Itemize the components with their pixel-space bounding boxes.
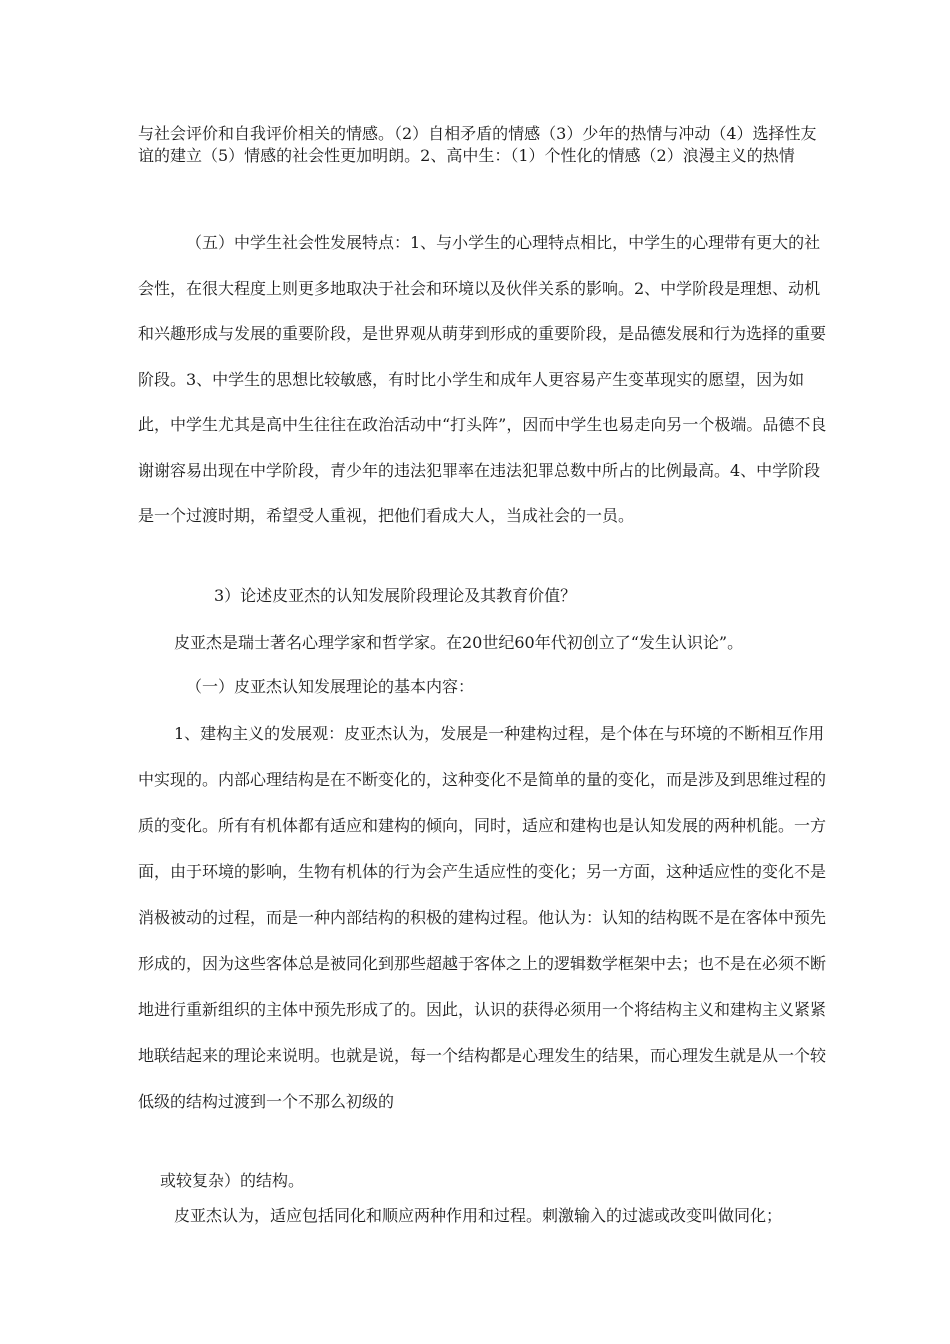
paragraph-fragment-structure: 或较复杂）的结构。 [160,1171,305,1190]
paragraph-constructivism: 1、建构主义的发展观：皮亚杰认为，发展是一种建构过程，是个体在与环境的不断相互作用中实现的。内部心理结构是在不断变化的，这种变化不是简单的量的变化，而是涉及到思维过程的质的变化。所有有机体都有适应和建构的倾向，同时，适应和建构也是认知发展的两种机能。一方面，由于环境的影响，生物有机体的行为会产生适应性的变化；另一方面，这种适应性的变化不是消极被动的过程，而是一种内部结构的积极的建构过程。他认为：认知的结构既不是在客体中预先形成的，因为这些客体总是被同化到那些超越于客体之上的逻辑数学框架中去；也不是在必须不断地进行重新组织的主体中预先形成了的。因此，认识的获得必须用一个将结构主义和建构主义紧紧地联结起来的理论来说明。也就是说，每一个结构都是心理发生的结果，而心理发生就是从一个较低级的结构过渡到一个不那么初级的 [138,724,827,1111]
paragraph-piaget-intro: 皮亚杰是瑞士著名心理学家和哲学家。在20世纪60年代初创立了“发生认识论”。 [174,633,744,652]
question-heading-piaget: 3）论述皮亚杰的认知发展阶段理论及其教育价值？ [214,586,577,605]
paragraph-emotion-development: 与社会评价和自我评价相关的情感。（2）自相矛盾的情感（3）少年的热情与冲动（4）选择性友谊的建立（5）情感的社会性更加明朗。2、高中生：（1）个性化的情感（2）浪漫主义的热情 [138,124,817,165]
paragraph-social-development: （五）中学生社会性发展特点：1、与小学生的心理特点相比，中学生的心理带有更大的社会性，在很大程度上则更多地取决于社会和环境以及伙伴关系的影响。2、中学阶段是理想、动机和兴趣形成与发展的重要阶段，是世界观从萌芽到形成的重要阶段，是品德发展和行为选择的重要阶段。3、中学生的思想比较敏感，有时比小学生和成年人更容易产生变革现实的愿望，因为如此，中学生尤其是高中生往往在政治活动中“打头阵”，因而中学生也易走向另一个极端。品德不良谢谢容易出现在中学阶段，青少年的违法犯罪率在违法犯罪总数中所占的比例最高。4、中学阶段是一个过渡时期，希望受人重视，把他们看成大人，当成社会的一员。 [138,233,827,525]
paragraph-assimilation: 皮亚杰认为，适应包括同化和顺应两种作用和过程。刺激输入的过滤或改变叫做同化； [174,1206,783,1225]
section-heading-basic-content: （一）皮亚杰认知发展理论的基本内容： [186,677,475,696]
